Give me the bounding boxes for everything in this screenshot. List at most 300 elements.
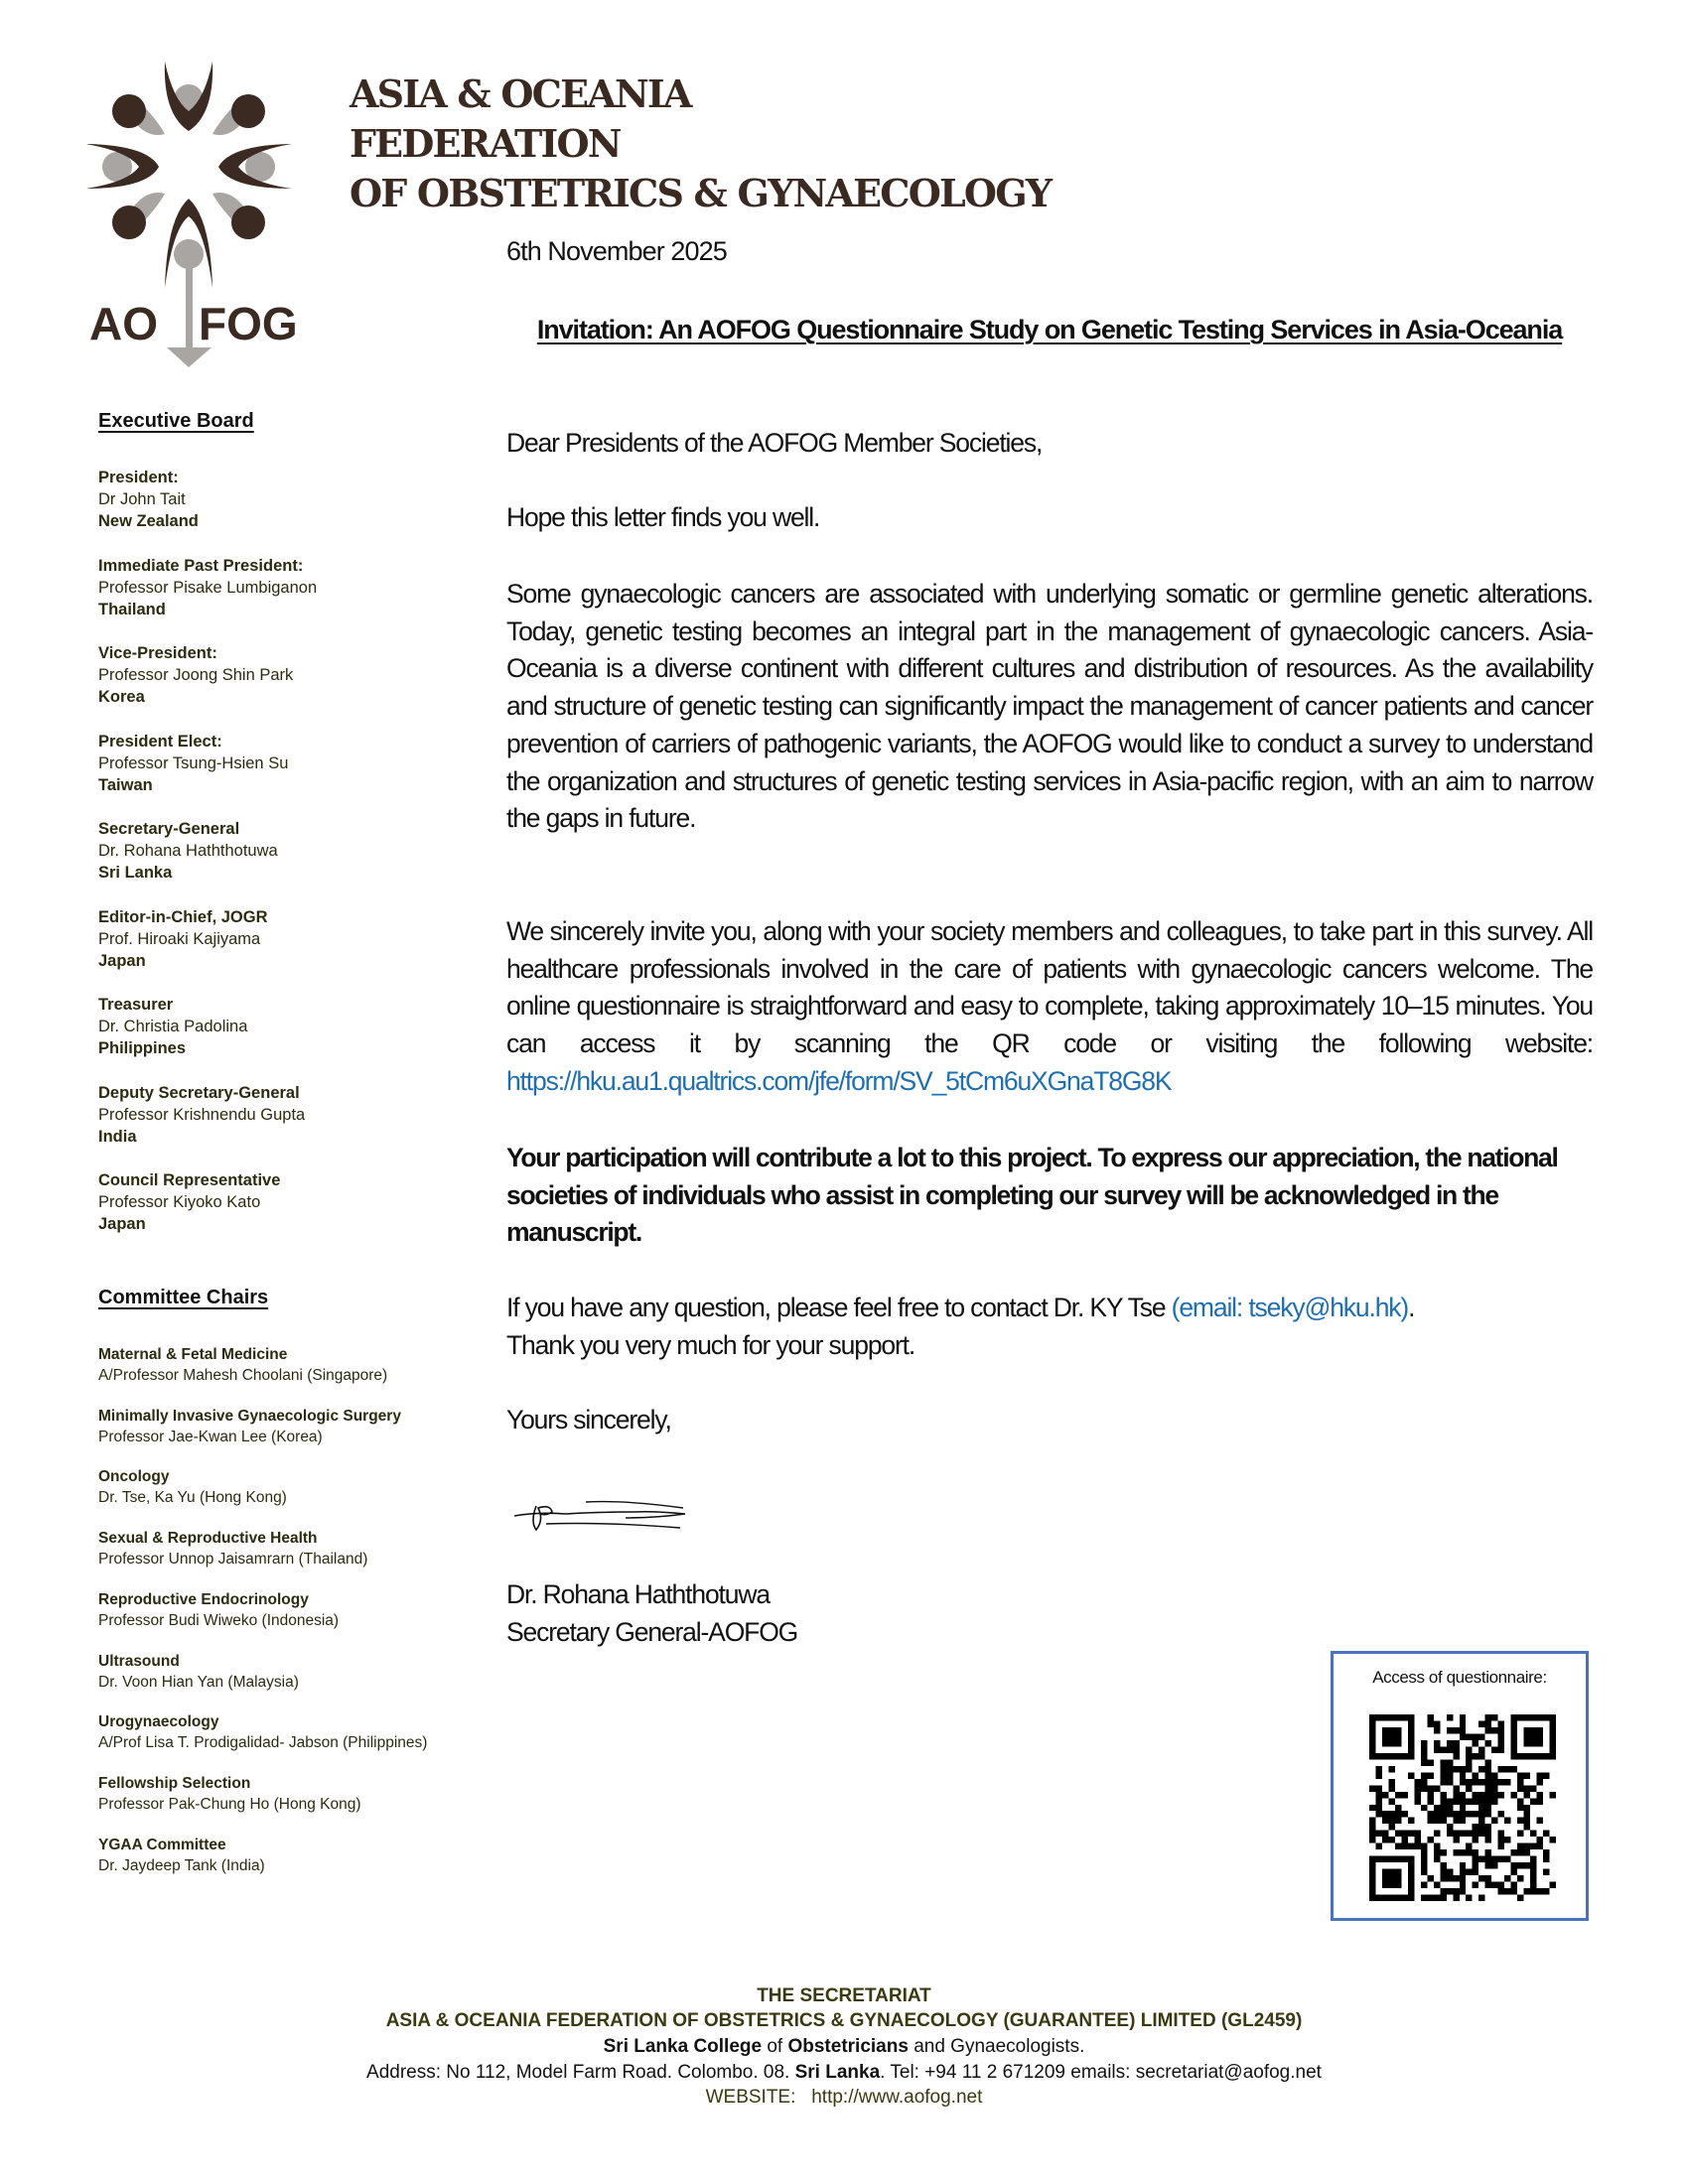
qr-module [1421, 1862, 1427, 1868]
qr-module [1543, 1888, 1549, 1894]
paragraph-invitation [506, 913, 1593, 1101]
qr-module [1453, 1875, 1459, 1881]
footer-college-plain-1: of [762, 2036, 788, 2057]
qr-label: Access of questionnaire: [1372, 1668, 1547, 1687]
qr-module [1440, 1888, 1446, 1894]
qr-module [1375, 1714, 1381, 1720]
qr-module [1485, 1811, 1491, 1817]
qr-module [1421, 1746, 1427, 1752]
footer-website[interactable]: WEBSITE: http://www.aofog.net [705, 2087, 983, 2108]
qr-module [1485, 1798, 1491, 1804]
signatory-title: Secretary General-AOFOG [506, 1617, 798, 1647]
qr-module [1453, 1798, 1459, 1804]
qr-module [1537, 1888, 1543, 1894]
qr-module [1537, 1740, 1543, 1746]
qr-module [1414, 1843, 1420, 1849]
qr-module [1550, 1720, 1556, 1726]
qr-module [1460, 1779, 1466, 1785]
contact-email-link[interactable]: (email: tseky@hku.hk) [1171, 1293, 1409, 1322]
qr-module [1395, 1869, 1401, 1875]
qr-module [1511, 1733, 1517, 1739]
qr-module [1517, 1714, 1523, 1720]
qr-module [1511, 1766, 1517, 1772]
qr-module [1440, 1779, 1446, 1785]
paragraph-appreciation: Your participation will contribute a lot to this project. To express our appreciation, the national societies of individuals who assist in completing our survey will be acknowledged in the manuscript. [506, 1143, 1558, 1248]
qr-module [1478, 1779, 1484, 1785]
qr-module [1434, 1740, 1440, 1746]
qr-module [1414, 1837, 1420, 1843]
qr-module [1408, 1727, 1414, 1733]
qr-module [1453, 1785, 1459, 1791]
qr-module [1447, 1811, 1453, 1817]
qr-module [1369, 1740, 1375, 1746]
qr-module [1388, 1882, 1394, 1888]
qr-module [1447, 1869, 1453, 1875]
org-name-line-3: OF OBSTETRICS & GYNAECOLOGY [350, 171, 1052, 215]
qr-module [1517, 1772, 1523, 1778]
qr-module [1440, 1811, 1446, 1817]
qr-module [1421, 1753, 1427, 1759]
executive-board-country: Sri Lanka [98, 864, 173, 882]
qr-module [1401, 1856, 1407, 1862]
qr-module [1434, 1818, 1440, 1824]
qr-module [1466, 1779, 1472, 1785]
qr-module [1478, 1811, 1484, 1817]
qr-module [1511, 1792, 1517, 1798]
qr-module [1485, 1740, 1491, 1746]
qr-module [1460, 1888, 1466, 1894]
committee-chair: Professor Jae-Kwan Lee (Korea) [98, 1428, 323, 1445]
qr-module [1473, 1837, 1478, 1843]
qr-module [1427, 1811, 1433, 1817]
executive-board-country: Japan [98, 1215, 146, 1233]
qr-module [1478, 1766, 1484, 1772]
qr-module [1382, 1733, 1388, 1739]
qr-module [1504, 1856, 1510, 1862]
qr-module [1408, 1862, 1414, 1868]
qr-module [1511, 1740, 1517, 1746]
qr-module [1434, 1895, 1440, 1901]
qr-module [1408, 1720, 1414, 1726]
qr-module [1408, 1895, 1414, 1901]
qr-module [1524, 1849, 1530, 1855]
qr-module [1369, 1882, 1375, 1888]
qr-module [1434, 1811, 1440, 1817]
footer-secretariat: THE SECRETARIAT [757, 1985, 931, 2006]
qr-module [1440, 1818, 1446, 1824]
qr-module [1524, 1818, 1530, 1824]
qr-module [1369, 1805, 1375, 1811]
qr-module [1388, 1766, 1394, 1772]
qr-module [1395, 1714, 1401, 1720]
qr-module [1530, 1888, 1536, 1894]
qr-module [1498, 1740, 1504, 1746]
footer-college-bold-1: Sri Lanka College [603, 2036, 763, 2057]
qr-module [1550, 1837, 1556, 1843]
qr-module [1369, 1720, 1375, 1726]
qr-module [1388, 1869, 1394, 1875]
qr-module [1395, 1792, 1401, 1798]
greeting: Hope this letter finds you well. [506, 502, 820, 532]
qr-module [1491, 1727, 1497, 1733]
qr-module [1466, 1759, 1472, 1765]
qr-module [1421, 1779, 1427, 1785]
qr-module [1440, 1759, 1446, 1765]
qr-module [1440, 1849, 1446, 1855]
executive-board-name: Dr. Rohana Haththotuwa [98, 842, 278, 860]
qr-module [1543, 1753, 1549, 1759]
qr-module [1369, 1888, 1375, 1894]
qr-module [1421, 1759, 1427, 1765]
qr-module [1447, 1746, 1453, 1752]
qr-module [1395, 1733, 1401, 1739]
qr-module [1434, 1727, 1440, 1733]
executive-board-country: Philippines [98, 1039, 187, 1057]
qr-module [1498, 1882, 1504, 1888]
qr-module [1537, 1837, 1543, 1843]
qr-module [1460, 1849, 1466, 1855]
qr-module [1473, 1811, 1478, 1817]
qr-module [1434, 1849, 1440, 1855]
qr-module [1382, 1811, 1388, 1817]
qr-module [1511, 1720, 1517, 1726]
qr-module [1537, 1843, 1543, 1849]
executive-board-country: Japan [98, 951, 146, 970]
qr-module [1478, 1792, 1484, 1798]
qr-module [1485, 1831, 1491, 1837]
qr-module [1491, 1818, 1497, 1824]
org-name-line-1: ASIA & OCEANIA [350, 71, 691, 116]
qr-module [1498, 1792, 1504, 1798]
qr-module [1440, 1862, 1446, 1868]
qr-module [1511, 1727, 1517, 1733]
qr-module [1447, 1875, 1453, 1881]
qr-module [1447, 1727, 1453, 1733]
qr-module [1453, 1753, 1459, 1759]
qr-module [1388, 1727, 1394, 1733]
qr-module [1382, 1869, 1388, 1875]
qr-module [1524, 1772, 1530, 1778]
qr-module [1395, 1740, 1401, 1746]
committee-name: Oncology [98, 1468, 170, 1486]
qr-module [1485, 1849, 1491, 1855]
qr-module [1517, 1862, 1523, 1868]
qr-module [1491, 1779, 1497, 1785]
qr-module [1427, 1798, 1433, 1804]
qr-module [1395, 1882, 1401, 1888]
qr-module [1395, 1805, 1401, 1811]
qr-module [1453, 1740, 1459, 1746]
qr-module [1530, 1753, 1536, 1759]
qr-module [1478, 1753, 1484, 1759]
qr-module [1382, 1831, 1388, 1837]
org-name-line-2: FEDERATION [350, 121, 621, 166]
committee-chair: Professor Budi Wiweko (Indonesia) [98, 1611, 340, 1629]
qr-module [1440, 1746, 1446, 1752]
qr-module [1473, 1753, 1478, 1759]
qr-module [1543, 1856, 1549, 1862]
committee-name: Sexual & Reproductive Health [98, 1530, 318, 1548]
qr-module [1504, 1818, 1510, 1824]
signatory-name: Dr. Rohana Haththotuwa [506, 1579, 770, 1609]
qr-module [1369, 1714, 1375, 1720]
qr-module [1421, 1785, 1427, 1791]
qr-module [1530, 1831, 1536, 1837]
executive-board-role: Immediate Past President: [98, 556, 304, 575]
qr-module [1478, 1720, 1484, 1726]
qr-module [1485, 1882, 1491, 1888]
qr-module [1401, 1831, 1407, 1837]
qr-module [1473, 1856, 1478, 1862]
qr-module [1421, 1856, 1427, 1862]
executive-board-country: Taiwan [98, 775, 153, 794]
qr-module [1524, 1733, 1530, 1739]
qr-module [1485, 1785, 1491, 1791]
qr-module [1388, 1740, 1394, 1746]
qr-module [1375, 1805, 1381, 1811]
qr-module [1447, 1824, 1453, 1830]
qr-module [1447, 1714, 1453, 1720]
qr-module [1434, 1843, 1440, 1849]
committee-chair: A/Prof Lisa T. Prodigalidad- Jabson (Philippines) [98, 1734, 428, 1752]
qr-module [1395, 1875, 1401, 1881]
qr-module [1369, 1869, 1375, 1875]
letter-title: Invitation: An AOFOG Questionnaire Study on Genetic Testing Services in Asia-Oceania [536, 315, 1563, 344]
qr-module [1408, 1856, 1414, 1862]
qr-module [1375, 1772, 1381, 1778]
qr-module [1453, 1811, 1459, 1817]
qr-module [1498, 1733, 1504, 1739]
footer-address [0, 2060, 1688, 2085]
qr-module [1408, 1746, 1414, 1752]
qr-module [1369, 1837, 1375, 1843]
qr-module [1466, 1766, 1472, 1772]
qr-module [1511, 1714, 1517, 1720]
qr-module [1375, 1792, 1381, 1798]
executive-board-country: New Zealand [98, 512, 199, 530]
qr-module [1453, 1895, 1459, 1901]
qr-module [1427, 1837, 1433, 1843]
qr-module [1517, 1818, 1523, 1824]
qr-module [1530, 1798, 1536, 1804]
qr-module [1537, 1779, 1543, 1785]
qr-module [1485, 1792, 1491, 1798]
qr-module [1375, 1895, 1381, 1901]
qr-module [1550, 1714, 1556, 1720]
qr-module [1485, 1772, 1491, 1778]
qr-module [1369, 1818, 1375, 1824]
qr-module [1491, 1798, 1497, 1804]
qr-module [1401, 1837, 1407, 1843]
qr-module [1427, 1792, 1433, 1798]
qr-module [1440, 1766, 1446, 1772]
qr-module [1401, 1895, 1407, 1901]
qr-module [1408, 1753, 1414, 1759]
qr-module [1375, 1798, 1381, 1804]
qr-module [1460, 1869, 1466, 1875]
qr-module [1466, 1843, 1472, 1849]
qr-module [1524, 1785, 1530, 1791]
qr-module [1530, 1785, 1536, 1791]
qr-module [1369, 1746, 1375, 1752]
qr-module [1427, 1720, 1433, 1726]
footer-address-a: Address: No 112, Model Farm Road. Colombo. 08. [366, 2062, 795, 2083]
qr-module [1434, 1805, 1440, 1811]
qr-module [1530, 1856, 1536, 1862]
qr-module [1408, 1869, 1414, 1875]
qr-module [1460, 1811, 1466, 1817]
qr-module [1524, 1714, 1530, 1720]
committee-chair: Dr. Voon Hian Yan (Malaysia) [98, 1673, 299, 1691]
qr-module [1530, 1875, 1536, 1881]
qr-module [1421, 1843, 1427, 1849]
executive-board-country: Korea [98, 688, 145, 706]
qr-module [1434, 1785, 1440, 1791]
footer-org-name: ASIA & OCEANIA FEDERATION OF OBSTETRICS & GYNAECOLOGY (GUARANTEE) LIMITED (GL2459) [385, 2010, 1303, 2031]
qr-module [1440, 1805, 1446, 1811]
qr-module [1388, 1733, 1394, 1739]
qr-module [1530, 1727, 1536, 1733]
qr-module [1460, 1805, 1466, 1811]
qr-module [1375, 1753, 1381, 1759]
qr-module [1421, 1805, 1427, 1811]
survey-link[interactable]: https://hku.au1.qualtrics.com/jfe/form/SV_5tCm6uXGnaT8G8K [506, 1065, 1172, 1096]
qr-module [1447, 1888, 1453, 1894]
footer-address-b: . Tel: +94 11 2 671209 emails: secretariat@aofog.net [880, 2062, 1322, 2083]
qr-module [1369, 1856, 1375, 1862]
qr-module [1408, 1714, 1414, 1720]
qr-module [1473, 1772, 1478, 1778]
qr-module [1485, 1837, 1491, 1843]
qr-module [1453, 1888, 1459, 1894]
qr-module [1524, 1811, 1530, 1817]
qr-module [1408, 1772, 1414, 1778]
qr-module [1537, 1727, 1543, 1733]
qr-module [1460, 1875, 1466, 1881]
executive-board-role: Council Representative [98, 1171, 281, 1189]
qr-module [1517, 1843, 1523, 1849]
executive-board-role: Editor-in-Chief, JOGR [98, 907, 268, 926]
qr-module [1460, 1831, 1466, 1837]
qr-module [1440, 1798, 1446, 1804]
qr-module [1421, 1895, 1427, 1901]
qr-module [1421, 1772, 1427, 1778]
qr-module [1466, 1798, 1472, 1804]
qr-module [1395, 1856, 1401, 1862]
qr-module [1408, 1733, 1414, 1739]
qr-module [1447, 1831, 1453, 1837]
qr-module [1543, 1714, 1549, 1720]
qr-module [1473, 1740, 1478, 1746]
qr-module [1550, 1733, 1556, 1739]
qr-module [1498, 1811, 1504, 1817]
qr-module [1498, 1720, 1504, 1726]
qr-module [1408, 1740, 1414, 1746]
qr-module [1460, 1862, 1466, 1868]
executive-board-name: Professor Krishnendu Gupta [98, 1105, 306, 1124]
qr-module [1537, 1792, 1543, 1798]
executive-board-heading: Executive Board [98, 410, 254, 432]
executive-board-name: Professor Kiyoko Kato [98, 1193, 261, 1211]
qr-module [1375, 1766, 1381, 1772]
qr-module [1395, 1811, 1401, 1817]
qr-module [1498, 1856, 1504, 1862]
qr-code-icon[interactable] [1369, 1713, 1556, 1902]
qr-module [1395, 1753, 1401, 1759]
executive-board-role: Secretary-General [98, 820, 240, 838]
qr-module [1473, 1798, 1478, 1804]
qr-module [1473, 1882, 1478, 1888]
qr-module [1498, 1727, 1504, 1733]
qr-module [1537, 1798, 1543, 1804]
qr-module [1485, 1805, 1491, 1811]
qr-module [1401, 1792, 1407, 1798]
qr-module [1537, 1733, 1543, 1739]
qr-module [1369, 1831, 1375, 1837]
qr-module [1491, 1862, 1497, 1868]
qr-module [1485, 1727, 1491, 1733]
qr-module [1388, 1875, 1394, 1881]
qr-module [1517, 1831, 1523, 1837]
qr-module [1434, 1856, 1440, 1862]
qr-module [1375, 1811, 1381, 1817]
qr-module [1485, 1766, 1491, 1772]
executive-board-name: Prof. Hiroaki Kajiyama [98, 929, 261, 948]
qr-module [1537, 1714, 1543, 1720]
qr-module [1473, 1824, 1478, 1830]
invitation-text: We sincerely invite you, along with your society members and colleagues, to take part in this survey. All healthcare professionals involved in the care of patients with gynaecologic cancers welcome. The online questionnaire is straightforward and easy to complete, taking approximately 10–15 minutes. You can access it by scanning the QR code or visiting the following website: [506, 916, 1593, 1059]
qr-module [1543, 1831, 1549, 1837]
qr-module [1408, 1843, 1414, 1849]
qr-module [1473, 1831, 1478, 1837]
qr-module [1511, 1746, 1517, 1752]
qr-module [1498, 1837, 1504, 1843]
qr-module [1473, 1733, 1478, 1739]
qr-module [1466, 1733, 1472, 1739]
qr-module [1453, 1766, 1459, 1772]
qr-module [1414, 1785, 1420, 1791]
qr-module [1550, 1746, 1556, 1752]
qr-module [1453, 1849, 1459, 1855]
footer-address-country: Sri Lanka [794, 2062, 881, 2083]
executive-board-role: Vice-President: [98, 644, 217, 662]
qr-module [1375, 1843, 1381, 1849]
qr-module [1504, 1837, 1510, 1843]
qr-module [1388, 1818, 1394, 1824]
salutation: Dear Presidents of the AOFOG Member Societies, [506, 428, 1043, 458]
committee-chair: A/Professor Mahesh Choolani (Singapore) [98, 1367, 388, 1384]
committee-chair: Dr. Tse, Ka Yu (Hong Kong) [98, 1489, 287, 1507]
executive-board-name: Dr John Tait [98, 490, 186, 508]
qr-module [1401, 1714, 1407, 1720]
committee-name: Minimally Invasive Gynaecologic Surgery [98, 1407, 401, 1425]
qr-module [1395, 1843, 1401, 1849]
executive-board-role: President: [98, 469, 179, 486]
qr-module [1498, 1888, 1504, 1894]
qr-module [1485, 1759, 1491, 1765]
qr-module [1504, 1875, 1510, 1881]
committee-name: Ultrasound [98, 1652, 180, 1670]
qr-module [1511, 1888, 1517, 1894]
executive-board-country: Thailand [98, 600, 166, 618]
qr-module [1498, 1766, 1504, 1772]
qr-module [1524, 1843, 1530, 1849]
qr-module [1530, 1733, 1536, 1739]
qr-module [1382, 1837, 1388, 1843]
qr-module [1485, 1856, 1491, 1862]
qr-module [1550, 1753, 1556, 1759]
qr-module [1434, 1831, 1440, 1837]
